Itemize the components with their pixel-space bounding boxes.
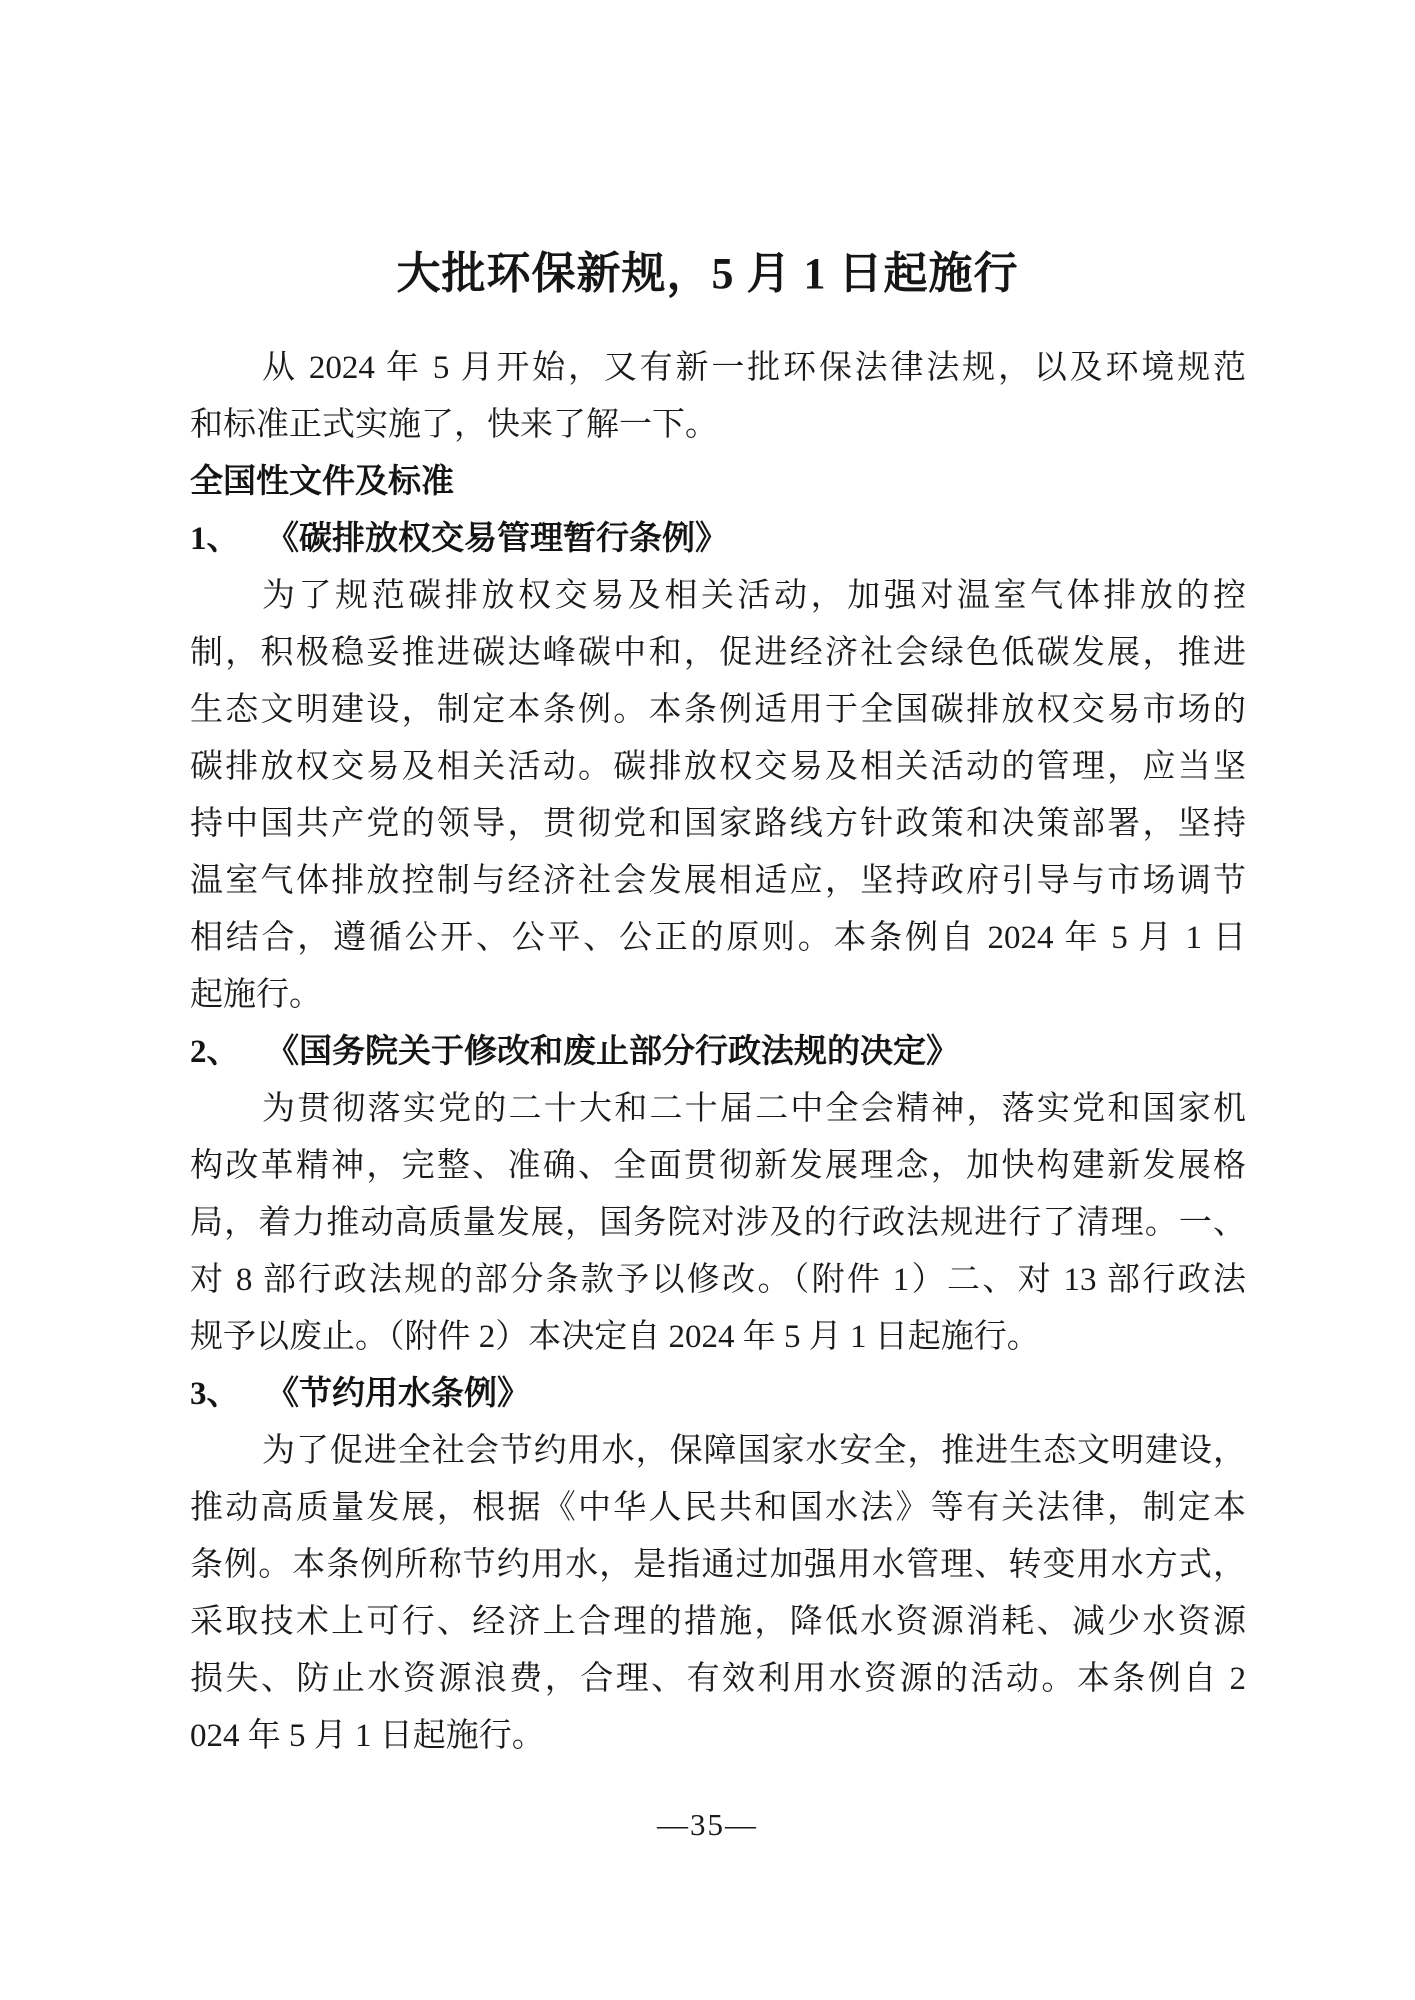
item-heading [190, 511, 1246, 568]
document-body [190, 340, 1246, 1765]
item-title: 《节约用水条例》 [266, 1376, 530, 1412]
item-heading [190, 1366, 1246, 1423]
text-line: 对 8 部行政法规的部分条款予以修改。（附件 1）二、对 13 部行政法 [190, 1262, 1246, 1298]
item-title: 《碳排放权交易管理暂行条例》 [266, 521, 728, 557]
text-line: 规予以废止。（附件 2）本决定自 2024 年 5 月 1 日起施行。 [190, 1319, 1040, 1355]
text-line: 为了促进全社会节约用水，保障国家水安全，推进生态文明建设， [262, 1433, 1246, 1469]
text-line: 持中国共产党的领导，贯彻党和国家路线方针政策和决策部署，坚持 [190, 806, 1246, 842]
text-line: 和标准正式实施了，快来了解一下。 [190, 407, 718, 443]
text-line: 起施行。 [190, 977, 322, 1013]
text-line: 024 年 5 月 1 日起施行。 [190, 1718, 545, 1754]
text-line: 采取技术上可行、经济上合理的措施，降低水资源消耗、减少水资源 [190, 1604, 1246, 1640]
text-line: 为了规范碳排放权交易及相关活动，加强对温室气体排放的控 [262, 578, 1246, 614]
text-line: 为贯彻落实党的二十大和二十届二中全会精神，落实党和国家机 [262, 1091, 1246, 1127]
text-line: 从 2024 年 5 月开始，又有新一批环保法律法规，以及环境规范 [262, 350, 1246, 386]
document-title: 大批环保新规，5 月 1 日起施行 [396, 249, 1019, 298]
text-line: 条例。本条例所称节约用水，是指通过加强用水管理、转变用水方式， [190, 1547, 1246, 1583]
item-number: 1、 [190, 521, 240, 557]
text-line: 碳排放权交易及相关活动。碳排放权交易及相关活动的管理，应当坚 [190, 749, 1246, 785]
text-line: 相结合，遵循公开、公平、公正的原则。本条例自 2024 年 5 月 1 日 [190, 920, 1246, 956]
item-heading [190, 1024, 1246, 1081]
text-line: 推动高质量发展，根据《中华人民共和国水法》等有关法律，制定本 [190, 1490, 1246, 1526]
text-line: 损失、防止水资源浪费，合理、有效利用水资源的活动。本条例自 2 [190, 1661, 1246, 1697]
text-line: 生态文明建设，制定本条例。本条例适用于全国碳排放权交易市场的 [190, 692, 1246, 728]
text-line: 温室气体排放控制与经济社会发展相适应，坚持政府引导与市场调节 [190, 863, 1246, 899]
section-heading: 全国性文件及标准 [190, 464, 454, 500]
item-title: 《国务院关于修改和废止部分行政法规的决定》 [266, 1034, 959, 1070]
text-line: 制，积极稳妥推进碳达峰碳中和，促进经济社会绿色低碳发展，推进 [190, 635, 1246, 671]
text-line: 局，着力推动高质量发展，国务院对涉及的行政法规进行了清理。一、 [190, 1205, 1246, 1241]
page-number: —35— [657, 1807, 758, 1842]
item-number: 3、 [190, 1376, 240, 1412]
item-number: 2、 [190, 1034, 240, 1070]
text-line: 构改革精神，完整、准确、全面贯彻新发展理念，加快构建新发展格 [190, 1148, 1246, 1184]
